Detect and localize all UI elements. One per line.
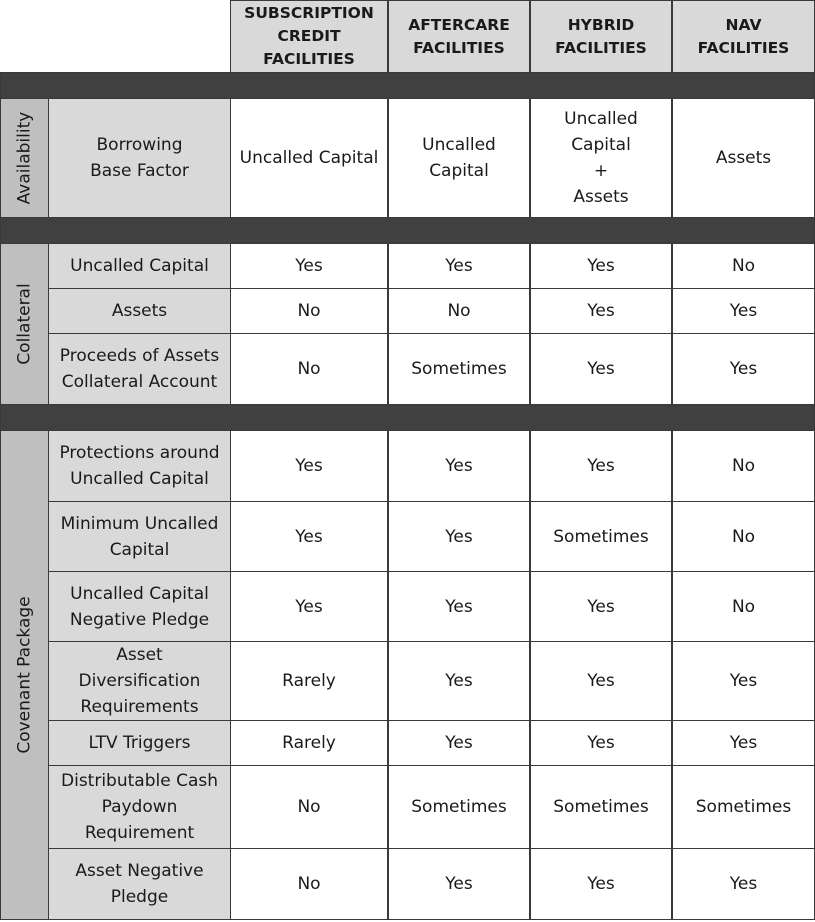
table-cell xyxy=(388,288,530,334)
table-cell-text: Yes xyxy=(587,256,615,276)
table-cell xyxy=(530,765,672,849)
table-cell-text: Yes xyxy=(587,733,615,753)
table-cell-text: No xyxy=(447,301,471,321)
table-cell xyxy=(672,720,815,766)
table-cell-text: Assets xyxy=(715,148,772,168)
table-cell xyxy=(530,641,672,721)
column-header-text: SUBSCRIPTION CREDIT FACILITIES xyxy=(244,4,374,68)
row-label xyxy=(48,571,231,642)
table-cell-text: Yes xyxy=(587,671,615,691)
table-cell xyxy=(230,288,388,334)
table-cell-text: Yes xyxy=(587,596,615,617)
table-cell-text: No xyxy=(731,256,756,276)
table-cell-text: No xyxy=(297,301,321,321)
table-cell-text: Rarely xyxy=(282,671,336,691)
row-label xyxy=(48,98,231,218)
table-cell xyxy=(230,720,388,766)
column-header xyxy=(672,0,815,73)
table-cell-text: Yes xyxy=(587,456,615,476)
table-cell-text: Yes xyxy=(445,456,473,476)
row-label-text: Minimum Uncalled Capital xyxy=(60,513,219,560)
table-cell-text: Yes xyxy=(295,526,323,547)
table-cell-text: Yes xyxy=(445,671,473,691)
table-cell xyxy=(530,430,672,502)
table-cell-text: Yes xyxy=(445,596,473,617)
table-cell-text: No xyxy=(297,359,321,379)
table-cell xyxy=(672,430,815,502)
row-label xyxy=(48,641,231,721)
table-cell xyxy=(672,848,815,920)
table-cell-text: Sometimes xyxy=(553,797,649,817)
table-cell-text: Sometimes xyxy=(695,797,792,817)
table-cell xyxy=(530,720,672,766)
table-cell xyxy=(388,765,530,849)
table-cell xyxy=(672,243,815,289)
table-cell xyxy=(530,333,672,405)
row-label xyxy=(48,333,231,405)
table-cell-text: Yes xyxy=(729,733,758,753)
table-cell xyxy=(672,641,815,721)
table-cell-text: Yes xyxy=(445,256,473,276)
table-cell-text: Yes xyxy=(729,359,758,379)
table-cell xyxy=(388,571,530,642)
column-header xyxy=(388,0,530,73)
column-header-text: AFTERCARE FACILITIES xyxy=(408,15,510,57)
table-cell-text: Yes xyxy=(729,301,758,321)
table-cell xyxy=(672,98,815,218)
table-cell xyxy=(230,98,388,218)
table-cell-text: Yes xyxy=(445,874,473,894)
table-cell xyxy=(230,641,388,721)
row-label xyxy=(48,765,231,849)
row-label xyxy=(48,720,231,766)
row-label-text: Protections around Uncalled Capital xyxy=(59,443,220,489)
row-label-text: Proceeds of Assets Collateral Account xyxy=(59,346,220,392)
table-cell xyxy=(230,848,388,920)
table-cell xyxy=(388,430,530,502)
table-cell-text: No xyxy=(731,596,756,617)
row-label-text: Assets xyxy=(111,301,168,321)
table-cell xyxy=(530,243,672,289)
table-cell xyxy=(388,720,530,766)
section-label xyxy=(0,98,49,218)
row-label-text: Borrowing Base Factor xyxy=(90,135,189,181)
column-header xyxy=(230,0,388,73)
table-cell-text: Yes xyxy=(587,301,615,321)
table-cell-text: No xyxy=(731,456,756,476)
table-cell-text: Uncalled Capital + Assets xyxy=(564,109,638,207)
table-cell xyxy=(230,501,388,572)
table-cell xyxy=(530,98,672,218)
table-cell xyxy=(230,430,388,502)
section-label-text: Availability xyxy=(14,111,35,205)
table-cell xyxy=(388,501,530,572)
row-label-text: LTV Triggers xyxy=(88,733,191,753)
table-cell xyxy=(388,243,530,289)
row-label xyxy=(48,848,231,920)
table-cell xyxy=(388,848,530,920)
section-label xyxy=(0,430,49,920)
section-separator xyxy=(0,217,815,244)
table-cell-text: No xyxy=(297,797,321,817)
table-cell xyxy=(230,243,388,289)
table-cell xyxy=(530,288,672,334)
table-cell-text: Yes xyxy=(295,456,323,476)
table-cell xyxy=(388,98,530,218)
table-cell-text: Yes xyxy=(729,874,758,894)
table-cell xyxy=(230,333,388,405)
table-cell xyxy=(672,333,815,405)
table-cell-text: No xyxy=(731,526,756,547)
section-separator xyxy=(0,404,815,431)
row-label-text: Uncalled Capital Negative Pledge xyxy=(69,583,210,630)
row-label-text: Asset Diversification Requirements xyxy=(78,645,201,717)
table-cell xyxy=(530,848,672,920)
table-cell-text: Sometimes xyxy=(553,526,649,547)
table-cell-text: Uncalled Capital xyxy=(422,135,496,181)
section-label xyxy=(0,243,49,405)
table-cell xyxy=(530,501,672,572)
row-label xyxy=(48,430,231,502)
row-label xyxy=(48,288,231,334)
table-cell-text: Uncalled Capital xyxy=(239,148,379,168)
column-header-text: HYBRID FACILITIES xyxy=(555,15,647,57)
table-cell-text: Sometimes xyxy=(411,359,507,379)
table-cell xyxy=(672,288,815,334)
table-cell xyxy=(530,571,672,642)
table-cell-text: Yes xyxy=(587,359,615,379)
row-label-text: Uncalled Capital xyxy=(70,256,209,276)
row-label-text: Asset Negative Pledge xyxy=(75,861,204,907)
table-cell-text: No xyxy=(297,874,321,894)
table-cell-text: Yes xyxy=(729,671,758,691)
table-cell xyxy=(672,765,815,849)
table-cell xyxy=(230,765,388,849)
section-separator xyxy=(0,72,815,99)
row-label-text: Distributable Cash Paydown Requirement xyxy=(61,771,218,843)
table-cell-text: Yes xyxy=(295,256,323,276)
table-cell-text: Yes xyxy=(587,874,615,894)
row-label xyxy=(48,243,231,289)
table-cell-text: Yes xyxy=(445,526,473,547)
column-header-text: NAV FACILITIES xyxy=(697,15,790,57)
section-label-text: Collateral xyxy=(14,283,35,365)
table-cell-text: Yes xyxy=(295,596,323,617)
table-cell xyxy=(230,571,388,642)
table-cell xyxy=(672,501,815,572)
column-header xyxy=(530,0,672,73)
table-cell-text: Yes xyxy=(445,733,473,753)
table-cell xyxy=(388,641,530,721)
table-cell-text: Sometimes xyxy=(411,797,507,817)
row-label xyxy=(48,501,231,572)
table-cell xyxy=(672,571,815,642)
table-cell xyxy=(388,333,530,405)
table-cell-text: Rarely xyxy=(282,733,336,753)
section-label-text: Covenant Package xyxy=(14,596,35,754)
